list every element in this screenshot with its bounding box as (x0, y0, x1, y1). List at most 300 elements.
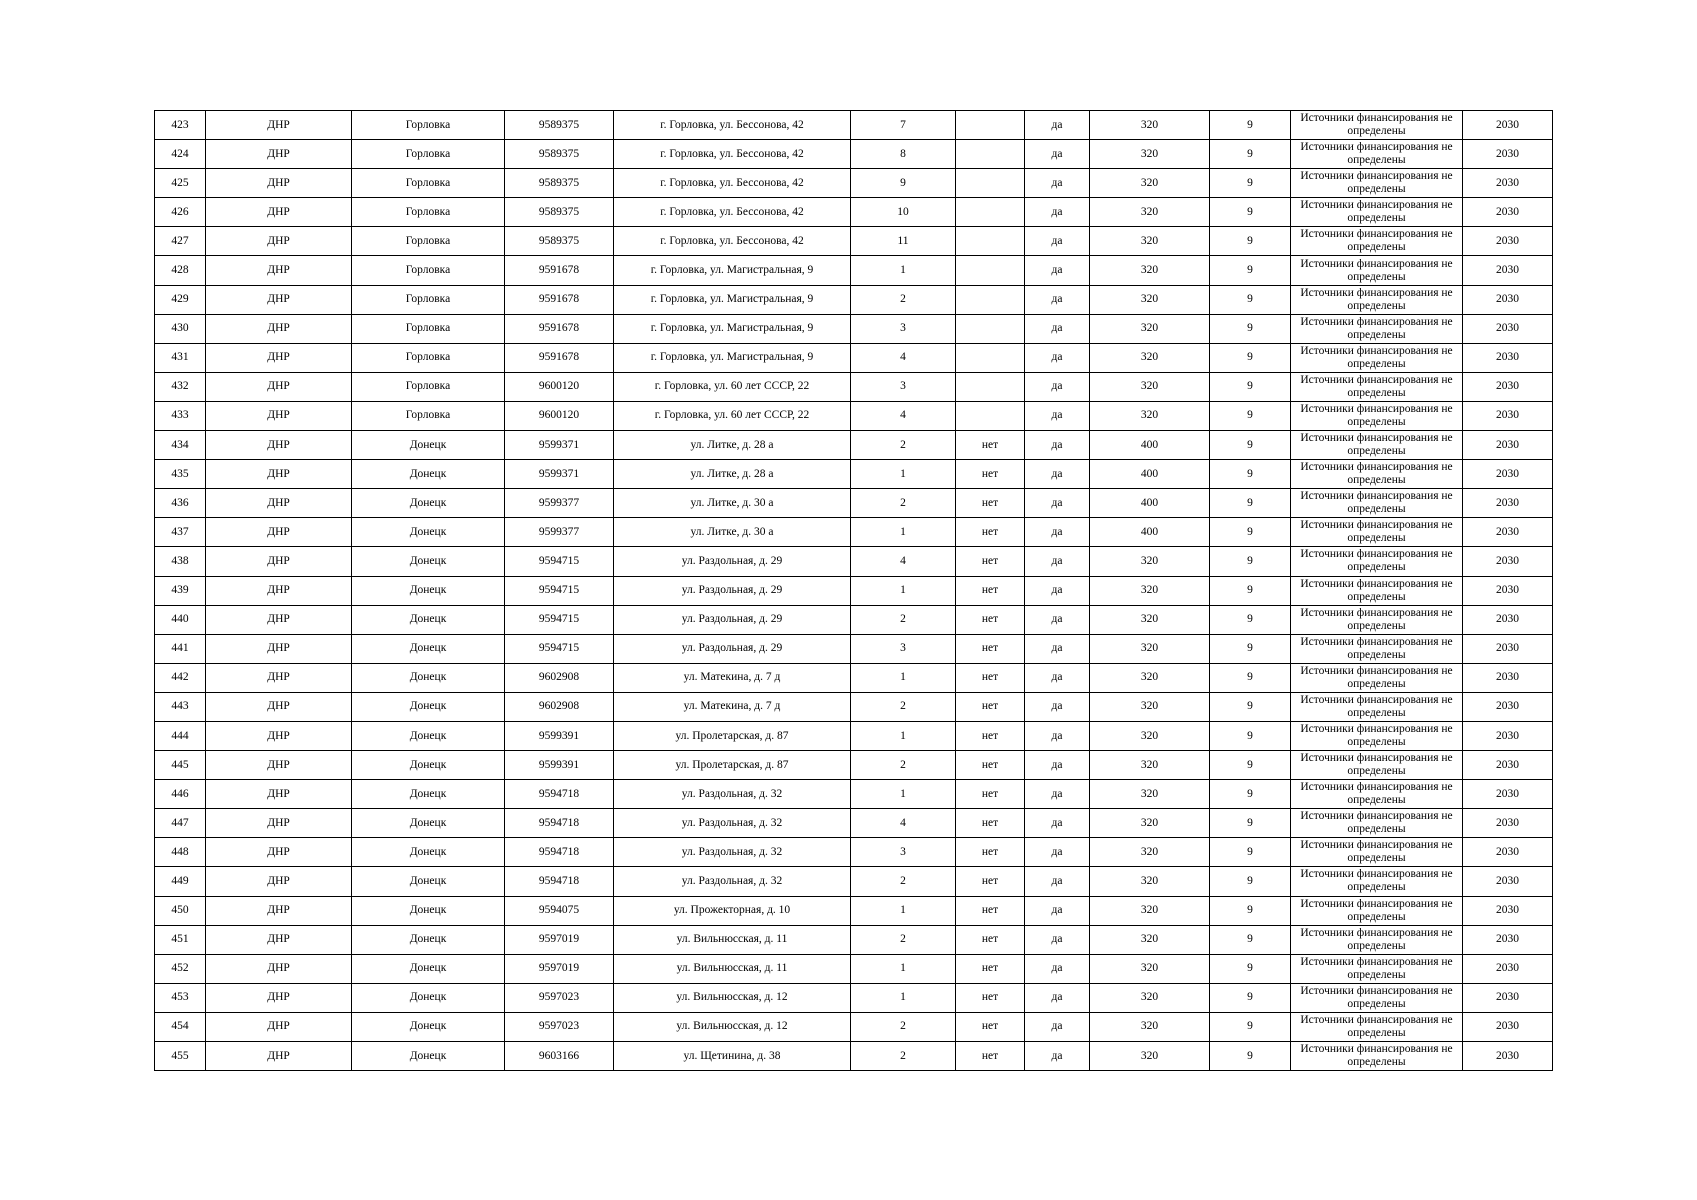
cell-region: ДНР (206, 431, 352, 460)
table-row (155, 809, 1553, 838)
cell-flag-b: да (1025, 721, 1090, 750)
table-row (155, 721, 1553, 750)
cell-capacity: 400 (1090, 518, 1210, 547)
cell-address: г. Горловка, ул. Магистральная, 9 (614, 256, 851, 285)
cell-flag-b: да (1025, 547, 1090, 576)
cell-object-code: 9600120 (505, 372, 614, 401)
cell-address: ул. Вильнюсская, д. 11 (614, 925, 851, 954)
cell-entrance-number: 2 (851, 285, 956, 314)
cell-row-number: 428 (155, 256, 206, 285)
cell-city: Донецк (352, 547, 505, 576)
cell-flag-b: да (1025, 314, 1090, 343)
cell-object-code: 9599391 (505, 721, 614, 750)
cell-row-number: 429 (155, 285, 206, 314)
cell-row-number: 450 (155, 896, 206, 925)
cell-funding-source: Источники финансирования не определены (1291, 925, 1463, 954)
cell-year: 2030 (1463, 547, 1553, 576)
cell-address: г. Горловка, ул. Магистральная, 9 (614, 343, 851, 372)
cell-floors: 9 (1210, 227, 1291, 256)
cell-entrance-number: 1 (851, 256, 956, 285)
cell-object-code: 9594715 (505, 605, 614, 634)
cell-region: ДНР (206, 780, 352, 809)
cell-funding-source: Источники финансирования не определены (1291, 1012, 1463, 1041)
cell-funding-source: Источники финансирования не определены (1291, 576, 1463, 605)
cell-flag-a: нет (956, 780, 1025, 809)
cell-row-number: 455 (155, 1042, 206, 1071)
cell-floors: 9 (1210, 838, 1291, 867)
cell-flag-b: да (1025, 401, 1090, 430)
cell-entrance-number: 1 (851, 983, 956, 1012)
cell-object-code: 9599377 (505, 489, 614, 518)
cell-floors: 9 (1210, 489, 1291, 518)
cell-region: ДНР (206, 256, 352, 285)
cell-capacity: 400 (1090, 460, 1210, 489)
cell-year: 2030 (1463, 634, 1553, 663)
cell-capacity: 320 (1090, 721, 1210, 750)
cell-city: Донецк (352, 780, 505, 809)
cell-entrance-number: 2 (851, 605, 956, 634)
cell-row-number: 424 (155, 140, 206, 169)
cell-city: Донецк (352, 692, 505, 721)
cell-capacity: 320 (1090, 605, 1210, 634)
cell-object-code: 9597019 (505, 954, 614, 983)
cell-capacity: 320 (1090, 227, 1210, 256)
cell-capacity: 320 (1090, 634, 1210, 663)
cell-region: ДНР (206, 663, 352, 692)
cell-row-number: 454 (155, 1012, 206, 1041)
cell-entrance-number: 8 (851, 140, 956, 169)
cell-flag-a: нет (956, 1042, 1025, 1071)
cell-flag-a (956, 169, 1025, 198)
cell-row-number: 448 (155, 838, 206, 867)
cell-funding-source: Источники финансирования не определены (1291, 692, 1463, 721)
cell-capacity: 320 (1090, 983, 1210, 1012)
cell-entrance-number: 4 (851, 401, 956, 430)
cell-region: ДНР (206, 751, 352, 780)
table-row (155, 518, 1553, 547)
cell-capacity: 320 (1090, 372, 1210, 401)
cell-funding-source: Источники финансирования не определены (1291, 227, 1463, 256)
cell-funding-source: Источники финансирования не определены (1291, 663, 1463, 692)
cell-object-code: 9594718 (505, 780, 614, 809)
cell-entrance-number: 3 (851, 838, 956, 867)
cell-city: Донецк (352, 983, 505, 1012)
cell-object-code: 9591678 (505, 314, 614, 343)
cell-flag-a (956, 227, 1025, 256)
cell-city: Горловка (352, 111, 505, 140)
cell-funding-source: Источники финансирования не определены (1291, 256, 1463, 285)
cell-floors: 9 (1210, 809, 1291, 838)
cell-address: ул. Вильнюсская, д. 11 (614, 954, 851, 983)
table-row (155, 227, 1553, 256)
cell-entrance-number: 4 (851, 343, 956, 372)
cell-floors: 9 (1210, 198, 1291, 227)
table-row (155, 372, 1553, 401)
cell-row-number: 430 (155, 314, 206, 343)
cell-flag-a (956, 343, 1025, 372)
cell-entrance-number: 7 (851, 111, 956, 140)
cell-capacity: 320 (1090, 343, 1210, 372)
cell-funding-source: Источники финансирования не определены (1291, 140, 1463, 169)
cell-year: 2030 (1463, 721, 1553, 750)
cell-city: Донецк (352, 460, 505, 489)
cell-year: 2030 (1463, 285, 1553, 314)
cell-entrance-number: 2 (851, 925, 956, 954)
cell-row-number: 434 (155, 431, 206, 460)
cell-region: ДНР (206, 227, 352, 256)
cell-floors: 9 (1210, 634, 1291, 663)
cell-funding-source: Источники финансирования не определены (1291, 285, 1463, 314)
cell-funding-source: Источники финансирования не определены (1291, 489, 1463, 518)
cell-address: ул. Раздольная, д. 29 (614, 576, 851, 605)
cell-funding-source: Источники финансирования не определены (1291, 372, 1463, 401)
cell-capacity: 400 (1090, 431, 1210, 460)
cell-flag-a: нет (956, 634, 1025, 663)
cell-flag-a: нет (956, 489, 1025, 518)
cell-year: 2030 (1463, 663, 1553, 692)
cell-entrance-number: 1 (851, 460, 956, 489)
cell-row-number: 447 (155, 809, 206, 838)
cell-funding-source: Источники финансирования не определены (1291, 111, 1463, 140)
cell-address: ул. Матекина, д. 7 д (614, 663, 851, 692)
cell-object-code: 9589375 (505, 111, 614, 140)
cell-year: 2030 (1463, 227, 1553, 256)
cell-region: ДНР (206, 954, 352, 983)
cell-row-number: 445 (155, 751, 206, 780)
table-row (155, 983, 1553, 1012)
cell-flag-b: да (1025, 1012, 1090, 1041)
cell-flag-b: да (1025, 489, 1090, 518)
cell-object-code: 9594715 (505, 634, 614, 663)
cell-flag-b: да (1025, 605, 1090, 634)
cell-flag-b: да (1025, 925, 1090, 954)
cell-city: Донецк (352, 896, 505, 925)
cell-entrance-number: 1 (851, 954, 956, 983)
cell-floors: 9 (1210, 605, 1291, 634)
cell-address: ул. Раздольная, д. 29 (614, 547, 851, 576)
cell-region: ДНР (206, 576, 352, 605)
cell-floors: 9 (1210, 547, 1291, 576)
cell-capacity: 320 (1090, 140, 1210, 169)
cell-flag-b: да (1025, 692, 1090, 721)
cell-address: г. Горловка, ул. Бессонова, 42 (614, 227, 851, 256)
cell-region: ДНР (206, 489, 352, 518)
cell-flag-a: нет (956, 983, 1025, 1012)
cell-address: ул. Литке, д. 28 а (614, 431, 851, 460)
cell-region: ДНР (206, 343, 352, 372)
cell-year: 2030 (1463, 925, 1553, 954)
cell-city: Донецк (352, 867, 505, 896)
cell-funding-source: Источники финансирования не определены (1291, 983, 1463, 1012)
cell-city: Донецк (352, 663, 505, 692)
cell-object-code: 9591678 (505, 285, 614, 314)
table-row (155, 431, 1553, 460)
table-row (155, 198, 1553, 227)
cell-region: ДНР (206, 314, 352, 343)
cell-region: ДНР (206, 692, 352, 721)
cell-address: ул. Вильнюсская, д. 12 (614, 983, 851, 1012)
table-row (155, 111, 1553, 140)
cell-floors: 9 (1210, 692, 1291, 721)
cell-region: ДНР (206, 721, 352, 750)
document-table (154, 110, 1553, 1071)
cell-address: ул. Литке, д. 28 а (614, 460, 851, 489)
cell-city: Донецк (352, 721, 505, 750)
cell-flag-a: нет (956, 576, 1025, 605)
cell-year: 2030 (1463, 198, 1553, 227)
cell-year: 2030 (1463, 867, 1553, 896)
cell-object-code: 9589375 (505, 140, 614, 169)
cell-funding-source: Источники финансирования не определены (1291, 518, 1463, 547)
cell-city: Горловка (352, 285, 505, 314)
cell-flag-a: нет (956, 838, 1025, 867)
table-row (155, 314, 1553, 343)
cell-object-code: 9599391 (505, 751, 614, 780)
table-row (155, 867, 1553, 896)
cell-row-number: 440 (155, 605, 206, 634)
cell-city: Донецк (352, 838, 505, 867)
cell-row-number: 439 (155, 576, 206, 605)
cell-year: 2030 (1463, 256, 1553, 285)
cell-entrance-number: 2 (851, 692, 956, 721)
cell-funding-source: Источники финансирования не определены (1291, 721, 1463, 750)
cell-floors: 9 (1210, 983, 1291, 1012)
cell-capacity: 320 (1090, 111, 1210, 140)
cell-floors: 9 (1210, 867, 1291, 896)
cell-flag-a: нет (956, 547, 1025, 576)
cell-year: 2030 (1463, 576, 1553, 605)
cell-capacity: 320 (1090, 1012, 1210, 1041)
cell-funding-source: Источники финансирования не определены (1291, 954, 1463, 983)
cell-region: ДНР (206, 372, 352, 401)
table-row (155, 1042, 1553, 1071)
cell-entrance-number: 3 (851, 314, 956, 343)
cell-entrance-number: 2 (851, 489, 956, 518)
cell-flag-a: нет (956, 896, 1025, 925)
cell-flag-a: нет (956, 721, 1025, 750)
cell-capacity: 320 (1090, 809, 1210, 838)
cell-year: 2030 (1463, 518, 1553, 547)
cell-funding-source: Источники финансирования не определены (1291, 1042, 1463, 1071)
cell-object-code: 9589375 (505, 198, 614, 227)
cell-year: 2030 (1463, 372, 1553, 401)
cell-region: ДНР (206, 1012, 352, 1041)
cell-flag-a: нет (956, 663, 1025, 692)
cell-funding-source: Источники финансирования не определены (1291, 431, 1463, 460)
cell-floors: 9 (1210, 343, 1291, 372)
cell-city: Горловка (352, 343, 505, 372)
cell-floors: 9 (1210, 1012, 1291, 1041)
cell-year: 2030 (1463, 692, 1553, 721)
table-row (155, 285, 1553, 314)
cell-capacity: 320 (1090, 896, 1210, 925)
cell-city: Горловка (352, 372, 505, 401)
table-row (155, 460, 1553, 489)
cell-year: 2030 (1463, 140, 1553, 169)
cell-year: 2030 (1463, 111, 1553, 140)
cell-flag-a: нет (956, 809, 1025, 838)
table-row (155, 634, 1553, 663)
cell-object-code: 9599371 (505, 431, 614, 460)
cell-flag-a (956, 140, 1025, 169)
cell-address: г. Горловка, ул. 60 лет СССР, 22 (614, 401, 851, 430)
cell-city: Донецк (352, 1012, 505, 1041)
cell-row-number: 435 (155, 460, 206, 489)
cell-year: 2030 (1463, 460, 1553, 489)
cell-entrance-number: 2 (851, 751, 956, 780)
cell-city: Горловка (352, 140, 505, 169)
cell-object-code: 9594718 (505, 809, 614, 838)
cell-row-number: 425 (155, 169, 206, 198)
cell-year: 2030 (1463, 169, 1553, 198)
cell-row-number: 441 (155, 634, 206, 663)
cell-flag-a: нет (956, 1012, 1025, 1041)
cell-flag-b: да (1025, 896, 1090, 925)
cell-entrance-number: 1 (851, 896, 956, 925)
cell-flag-a (956, 314, 1025, 343)
cell-funding-source: Источники финансирования не определены (1291, 460, 1463, 489)
table-row (155, 140, 1553, 169)
cell-entrance-number: 1 (851, 780, 956, 809)
cell-flag-b: да (1025, 518, 1090, 547)
table-row (155, 954, 1553, 983)
table-row (155, 547, 1553, 576)
cell-region: ДНР (206, 460, 352, 489)
cell-flag-b: да (1025, 431, 1090, 460)
cell-capacity: 320 (1090, 576, 1210, 605)
cell-city: Донецк (352, 431, 505, 460)
cell-region: ДНР (206, 547, 352, 576)
cell-flag-a (956, 372, 1025, 401)
cell-flag-b: да (1025, 111, 1090, 140)
cell-funding-source: Источники финансирования не определены (1291, 605, 1463, 634)
cell-region: ДНР (206, 401, 352, 430)
cell-city: Горловка (352, 198, 505, 227)
cell-capacity: 320 (1090, 198, 1210, 227)
cell-flag-b: да (1025, 780, 1090, 809)
cell-capacity: 320 (1090, 780, 1210, 809)
cell-flag-a (956, 285, 1025, 314)
cell-floors: 9 (1210, 140, 1291, 169)
table-row (155, 896, 1553, 925)
table-row (155, 751, 1553, 780)
cell-funding-source: Источники финансирования не определены (1291, 198, 1463, 227)
cell-year: 2030 (1463, 983, 1553, 1012)
cell-year: 2030 (1463, 314, 1553, 343)
cell-flag-b: да (1025, 372, 1090, 401)
cell-year: 2030 (1463, 1012, 1553, 1041)
cell-flag-a: нет (956, 692, 1025, 721)
cell-flag-b: да (1025, 285, 1090, 314)
cell-flag-a (956, 111, 1025, 140)
cell-capacity: 320 (1090, 692, 1210, 721)
cell-floors: 9 (1210, 576, 1291, 605)
cell-address: г. Горловка, ул. Магистральная, 9 (614, 314, 851, 343)
cell-flag-a: нет (956, 751, 1025, 780)
cell-address: ул. Прожекторная, д. 10 (614, 896, 851, 925)
cell-entrance-number: 2 (851, 1042, 956, 1071)
cell-funding-source: Источники финансирования не определены (1291, 634, 1463, 663)
cell-region: ДНР (206, 169, 352, 198)
cell-city: Донецк (352, 489, 505, 518)
cell-region: ДНР (206, 518, 352, 547)
cell-address: ул. Литке, д. 30 а (614, 518, 851, 547)
table-row (155, 576, 1553, 605)
cell-funding-source: Источники финансирования не определены (1291, 809, 1463, 838)
cell-row-number: 453 (155, 983, 206, 1012)
cell-address: ул. Раздольная, д. 32 (614, 809, 851, 838)
cell-region: ДНР (206, 867, 352, 896)
cell-address: ул. Пролетарская, д. 87 (614, 721, 851, 750)
cell-funding-source: Источники финансирования не определены (1291, 401, 1463, 430)
cell-row-number: 443 (155, 692, 206, 721)
cell-region: ДНР (206, 838, 352, 867)
cell-capacity: 320 (1090, 256, 1210, 285)
cell-city: Горловка (352, 314, 505, 343)
cell-object-code: 9594718 (505, 867, 614, 896)
cell-row-number: 446 (155, 780, 206, 809)
cell-city: Донецк (352, 518, 505, 547)
cell-city: Горловка (352, 169, 505, 198)
cell-funding-source: Источники финансирования не определены (1291, 838, 1463, 867)
cell-flag-a (956, 401, 1025, 430)
cell-year: 2030 (1463, 896, 1553, 925)
cell-entrance-number: 4 (851, 809, 956, 838)
cell-flag-a: нет (956, 460, 1025, 489)
cell-region: ДНР (206, 634, 352, 663)
table-row (155, 1012, 1553, 1041)
cell-city: Донецк (352, 809, 505, 838)
cell-floors: 9 (1210, 751, 1291, 780)
cell-row-number: 442 (155, 663, 206, 692)
cell-capacity: 320 (1090, 925, 1210, 954)
cell-capacity: 320 (1090, 401, 1210, 430)
cell-row-number: 449 (155, 867, 206, 896)
cell-floors: 9 (1210, 780, 1291, 809)
cell-object-code: 9591678 (505, 256, 614, 285)
cell-object-code: 9600120 (505, 401, 614, 430)
cell-funding-source: Источники финансирования не определены (1291, 896, 1463, 925)
cell-floors: 9 (1210, 314, 1291, 343)
cell-flag-b: да (1025, 343, 1090, 372)
cell-region: ДНР (206, 1042, 352, 1071)
cell-capacity: 400 (1090, 489, 1210, 518)
cell-year: 2030 (1463, 954, 1553, 983)
cell-capacity: 320 (1090, 314, 1210, 343)
cell-object-code: 9602908 (505, 663, 614, 692)
cell-address: г. Горловка, ул. Бессонова, 42 (614, 198, 851, 227)
cell-flag-b: да (1025, 198, 1090, 227)
cell-capacity: 320 (1090, 867, 1210, 896)
cell-entrance-number: 10 (851, 198, 956, 227)
cell-address: ул. Раздольная, д. 32 (614, 867, 851, 896)
cell-capacity: 320 (1090, 285, 1210, 314)
cell-object-code: 9597019 (505, 925, 614, 954)
cell-address: г. Горловка, ул. Бессонова, 42 (614, 140, 851, 169)
cell-flag-a: нет (956, 925, 1025, 954)
cell-address: ул. Раздольная, д. 29 (614, 634, 851, 663)
cell-address: ул. Литке, д. 30 а (614, 489, 851, 518)
cell-object-code: 9597023 (505, 1012, 614, 1041)
cell-address: г. Горловка, ул. Магистральная, 9 (614, 285, 851, 314)
table-row (155, 692, 1553, 721)
cell-object-code: 9594715 (505, 547, 614, 576)
cell-flag-a: нет (956, 867, 1025, 896)
cell-flag-b: да (1025, 576, 1090, 605)
table-body (155, 111, 1553, 1071)
cell-floors: 9 (1210, 954, 1291, 983)
cell-year: 2030 (1463, 401, 1553, 430)
